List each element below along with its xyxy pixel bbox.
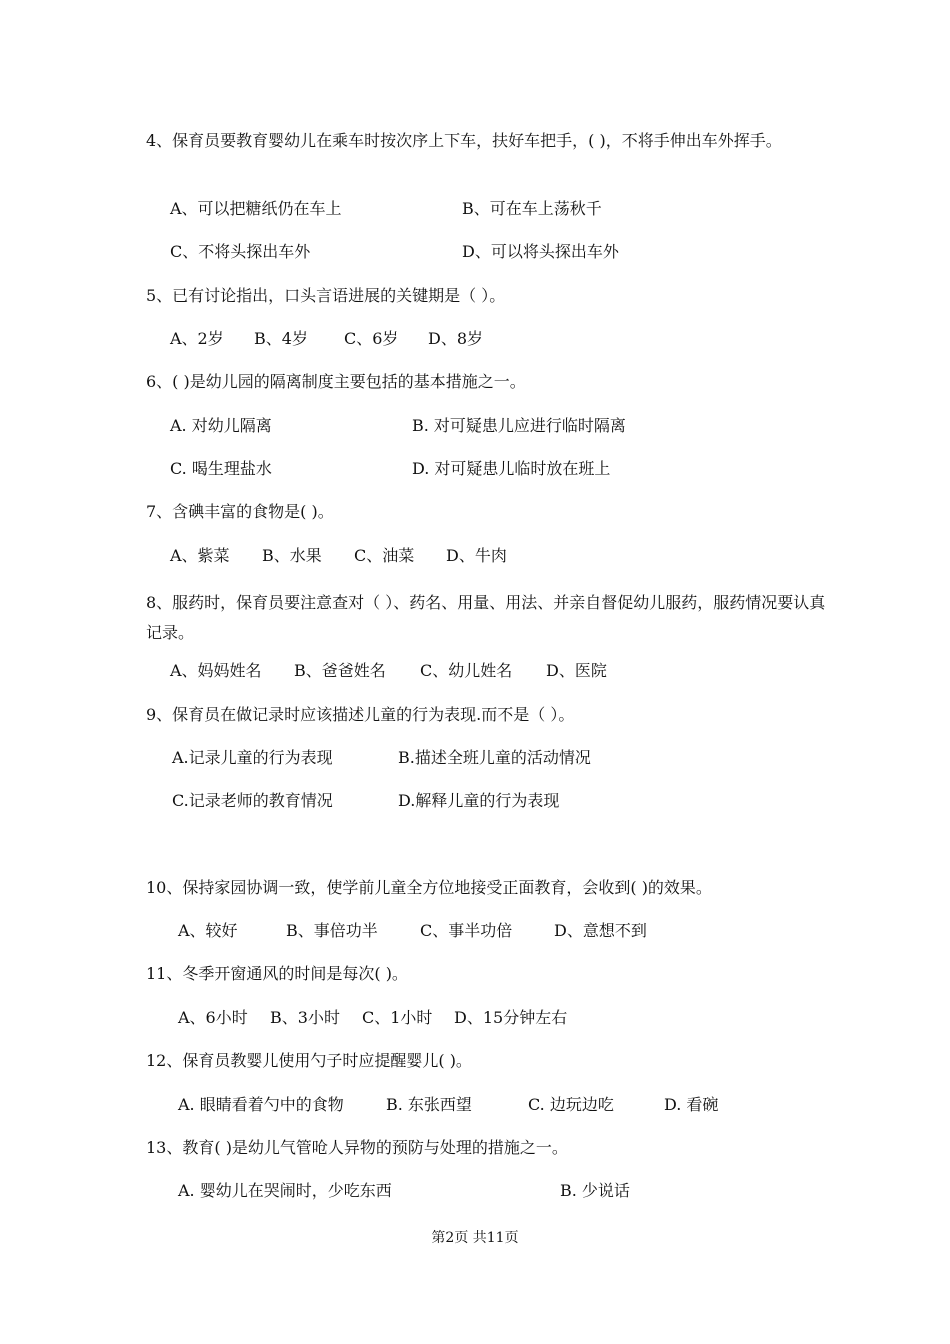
- question-8-option-c: C、幼儿姓名: [420, 661, 513, 680]
- question-10-option-c: C、事半功倍: [420, 921, 513, 940]
- question-6-stem: 6、( )是幼儿园的隔离制度主要包括的基本措施之一。: [146, 372, 526, 391]
- question-12-option-c: C. 边玩边吃: [528, 1095, 614, 1114]
- question-10-option-b: B、事倍功半: [286, 921, 378, 940]
- question-9-option-d: D.解释儿童的行为表现: [398, 791, 560, 810]
- question-6-option-a: A. 对幼儿隔离: [170, 416, 272, 435]
- question-8-option-a: A、妈妈姓名: [170, 661, 262, 680]
- question-9-option-b: B.描述全班儿童的活动情况: [398, 748, 591, 767]
- question-7-option-d: D、牛肉: [446, 546, 507, 565]
- question-6-option-b: B. 对可疑患儿应进行临时隔离: [412, 416, 626, 435]
- question-12-stem: 12、保育员教婴儿使用勺子时应提醒婴儿( )。: [146, 1051, 472, 1070]
- question-11-option-b: B、3小时: [270, 1008, 340, 1027]
- question-10-option-d: D、意想不到: [554, 921, 647, 940]
- question-7-option-c: C、油菜: [354, 546, 415, 565]
- question-11-option-d: D、15分钟左右: [454, 1008, 568, 1027]
- question-4-option-b: B、可在车上荡秋千: [462, 199, 602, 218]
- question-11-option-a: A、6小时: [178, 1008, 248, 1027]
- question-7-option-b: B、水果: [262, 546, 322, 565]
- question-7-stem: 7、含碘丰富的食物是( )。: [146, 502, 334, 521]
- question-5-option-b: B、4岁: [254, 329, 308, 348]
- question-6-option-d: D. 对可疑患儿临时放在班上: [412, 459, 611, 478]
- question-11-stem: 11、冬季开窗通风的时间是每次( )。: [146, 964, 408, 983]
- question-13-option-b: B. 少说话: [560, 1181, 630, 1200]
- question-10-option-a: A、较好: [178, 921, 238, 940]
- question-7-option-a: A、紫菜: [170, 546, 230, 565]
- question-5-stem: 5、已有讨论指出，口头言语进展的关键期是（ ）。: [146, 286, 506, 305]
- question-9-option-c: C.记录老师的教育情况: [172, 791, 333, 810]
- question-12-option-d: D. 看碗: [664, 1095, 719, 1114]
- page-footer: 第2页 共11页: [431, 1230, 519, 1246]
- question-4-option-a: A、可以把糖纸仍在车上: [170, 199, 342, 218]
- question-9-option-a: A.记录儿童的行为表现: [172, 748, 333, 767]
- question-10-stem: 10、保持家园协调一致，使学前儿童全方位地接受正面教育，会收到( )的效果。: [146, 878, 712, 897]
- question-4-stem: 4、保育员要教育婴幼儿在乘车时按次序上下车，扶好车把手，( )，不将手伸出车外挥手。: [146, 131, 782, 150]
- question-8-option-b: B、爸爸姓名: [294, 661, 386, 680]
- question-11-option-c: C、1小时: [362, 1008, 433, 1027]
- question-12-option-a: A. 眼睛看着勺中的食物: [178, 1095, 344, 1114]
- question-5-option-a: A、2岁: [170, 329, 224, 348]
- question-4-option-c: C、不将头探出车外: [170, 242, 311, 261]
- question-8-option-d: D、医院: [546, 661, 607, 680]
- question-9-stem: 9、保育员在做记录时应该描述儿童的行为表现.而不是（ ）。: [146, 705, 575, 724]
- question-8-stem: 8、服药时，保育员要注意查对（ ）、药名、用量、用法、并亲自督促幼儿服药，服药情况要认真记录。: [146, 593, 826, 642]
- question-13-stem: 13、教育( )是幼儿气管呛人异物的预防与处理的措施之一。: [146, 1138, 568, 1157]
- question-5-option-d: D、8岁: [428, 329, 484, 348]
- question-12-option-b: B. 东张西望: [386, 1095, 472, 1114]
- question-13-option-a: A. 婴幼儿在哭闹时，少吃东西: [178, 1181, 392, 1200]
- question-5-option-c: C、6岁: [344, 329, 399, 348]
- question-4-option-d: D、可以将头探出车外: [462, 242, 619, 261]
- question-6-option-c: C. 喝生理盐水: [170, 459, 272, 478]
